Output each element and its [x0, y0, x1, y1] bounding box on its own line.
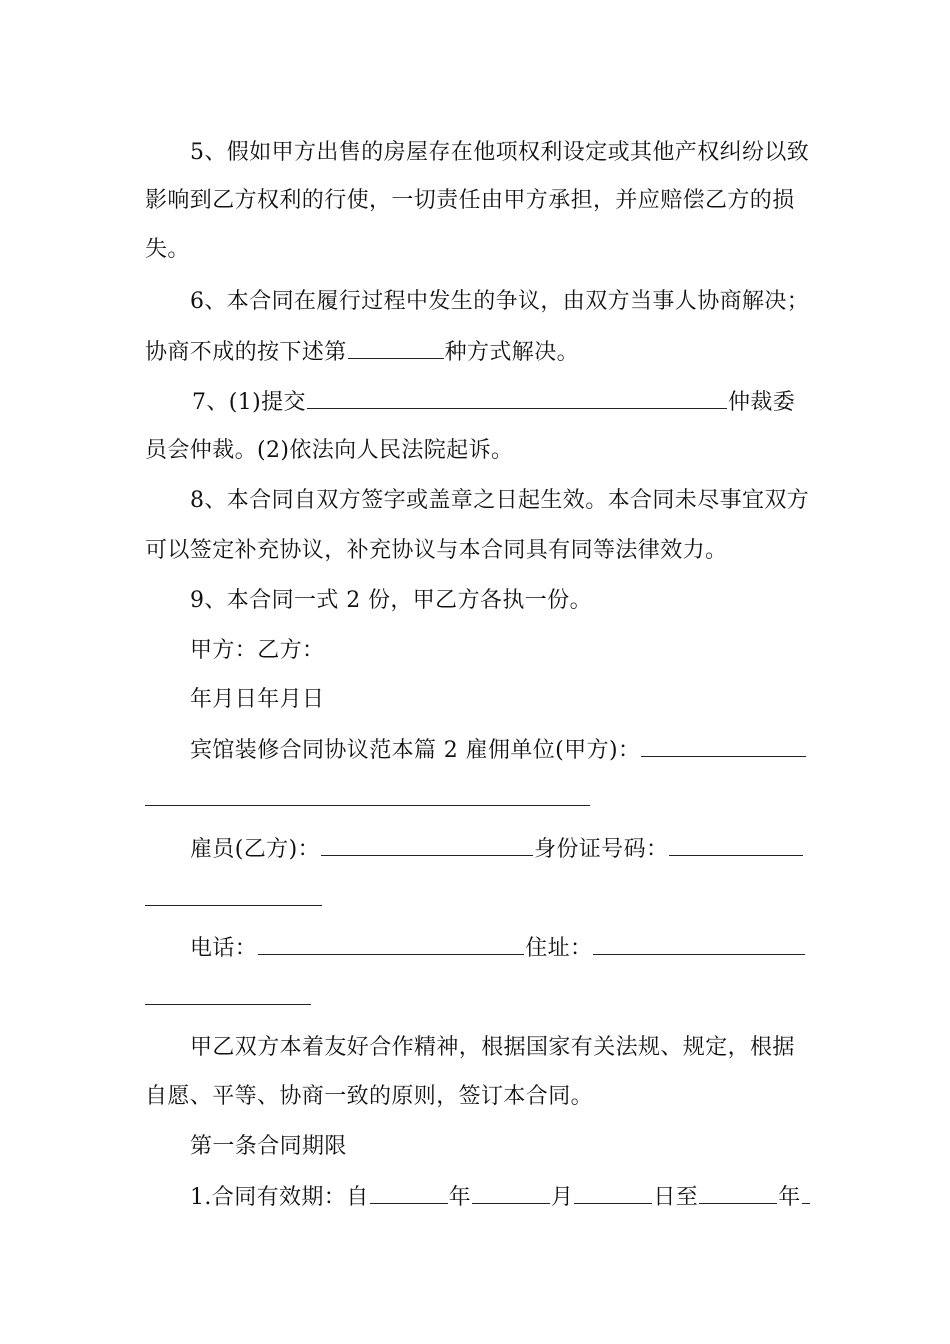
- clause-6-line-1: 6、本合同在履行过程中发生的争议，由双方当事人协商解决；: [190, 289, 810, 314]
- intro-line-2: 自愿、平等、协商一致的原则，签订本合同。: [145, 1084, 594, 1109]
- start-month-blank[interactable]: [472, 1183, 550, 1204]
- clause-6-text-a: 协商不成的按下述第: [145, 340, 347, 365]
- signature-dates: 年月日年月日: [190, 687, 325, 712]
- term-month-1: 月: [551, 1185, 574, 1210]
- contact-line: [190, 934, 810, 963]
- term-label: 1.合同有效期：自: [190, 1185, 369, 1210]
- start-year-blank[interactable]: [370, 1183, 448, 1204]
- clause-5-line-2: 影响到乙方权利的行使，一切责任由甲方承担，并应赔偿乙方的损: [145, 188, 795, 213]
- contract-2-title-line: [190, 736, 810, 765]
- clause-7-line-1: [192, 388, 810, 417]
- id-number-blank-continued[interactable]: [145, 905, 322, 906]
- employee-line: [190, 835, 810, 864]
- clause-5-line-3: 失。: [145, 237, 190, 262]
- clause-6-line-2: [145, 338, 810, 367]
- method-number-blank[interactable]: [348, 338, 444, 359]
- phone-blank[interactable]: [258, 934, 524, 955]
- employee-name-blank[interactable]: [321, 835, 533, 856]
- address-label: 住址：: [525, 936, 593, 961]
- clause-8-line-2: 可以签定补充协议，补充协议与本合同具有同等法律效力。: [145, 538, 728, 563]
- end-year-blank[interactable]: [699, 1183, 777, 1204]
- address-blank[interactable]: [593, 934, 805, 955]
- term-year-2: 年: [778, 1185, 801, 1210]
- clause-7-line-2: 员会仲裁。(2)依法向人民法院起诉。: [145, 438, 514, 463]
- address-blank-continued[interactable]: [145, 1004, 311, 1005]
- clause-5-line-1: 5、假如甲方出售的房屋存在他项权利设定或其他产权纠纷以致: [190, 140, 810, 165]
- clause-9: 9、本合同一式 2 份，甲乙方各执一份。: [190, 588, 592, 613]
- contract-2-title: 宾馆装修合同协议范本篇 2 雇佣单位(甲方)：: [190, 738, 641, 763]
- clause-6-text-b: 种方式解决。: [444, 340, 580, 365]
- intro-line-1: 甲乙双方本着友好合作精神，根据国家有关法规、规定，根据: [190, 1035, 795, 1060]
- clause-8-line-1: 8、本合同自双方签字或盖章之日起生效。本合同未尽事宜双方: [190, 488, 810, 513]
- phone-label: 电话：: [190, 936, 258, 961]
- term-line: [190, 1183, 810, 1212]
- arbitration-committee-blank[interactable]: [307, 388, 727, 409]
- end-continue-blank[interactable]: [802, 1183, 810, 1204]
- id-number-label: 身份证号码：: [533, 837, 669, 862]
- term-year-1: 年: [448, 1185, 471, 1210]
- clause-7-text-b: 仲裁委: [727, 390, 796, 415]
- id-number-blank[interactable]: [669, 835, 803, 856]
- article-1-heading: 第一条合同期限: [190, 1134, 347, 1159]
- employee-label: 雇员(乙方)：: [190, 837, 320, 862]
- employer-name-blank[interactable]: [641, 736, 806, 757]
- start-day-blank[interactable]: [574, 1183, 652, 1204]
- clause-7-text-a: 7、(1)提交: [192, 390, 306, 415]
- term-day-to: 日至: [653, 1185, 699, 1210]
- employer-name-blank-continued[interactable]: [145, 805, 590, 806]
- signature-parties: 甲方：乙方：: [190, 638, 325, 663]
